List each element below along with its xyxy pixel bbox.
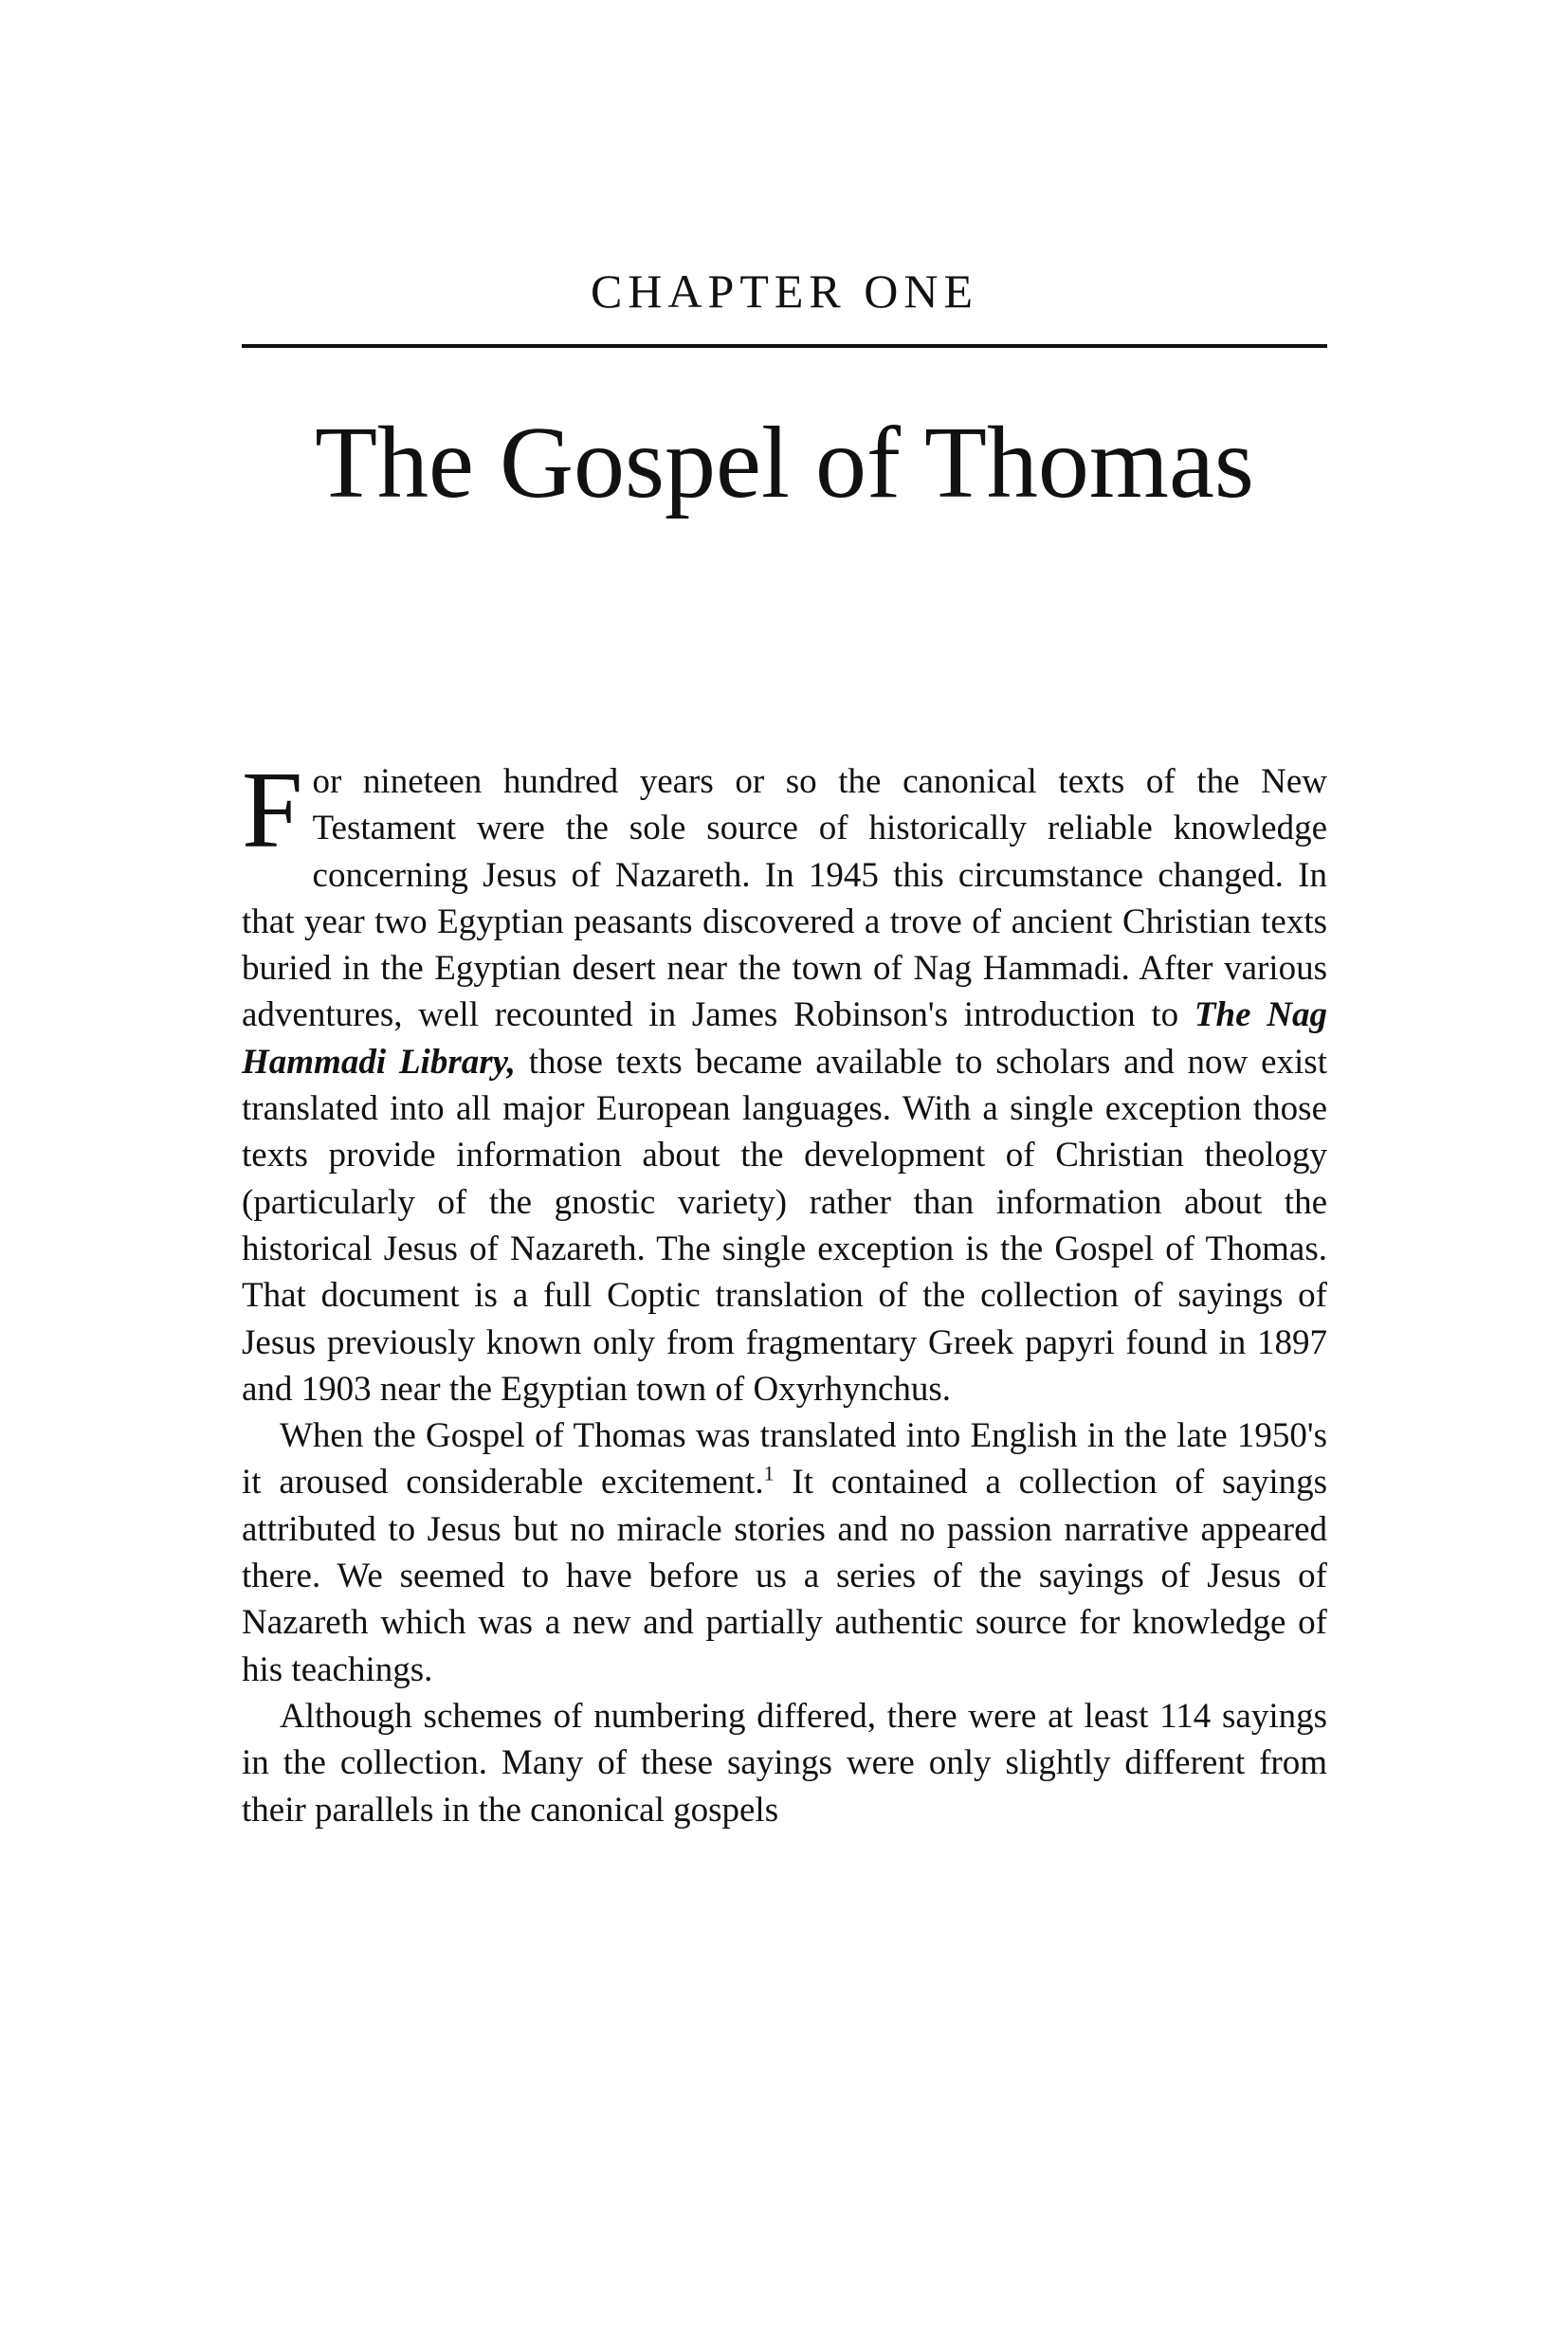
chapter-rule: [242, 344, 1327, 348]
chapter-title: The Gospel of Thomas: [315, 407, 1254, 519]
paragraph-1-text-a: or nineteen hundred years or so the canonical texts of the New Testament were the sole source of historically reliable knowledge concerning Jesus of Nazareth. In 1945 this circumstance changed. In that year two Egyptian peasants discovered a trove of ancient Christian texts buried in the Egyptian desert near the town of Nag Hammadi. After various adventures, well recounted in James Robinson's introduction to: [242, 762, 1327, 1035]
paragraph-3-text: Although schemes of numbering differed, there were at least 114 sayings in the collection. Many of these sayings were only slightly different from their parallels in the canonical gospels: [242, 1696, 1327, 1830]
paragraph-3: [242, 1693, 1327, 1833]
paragraph-2-text-a: When the Gospel of Thomas was translated into English in the late 1950's it aroused considerable excitement.: [242, 1416, 1327, 1503]
body-text: [242, 750, 1328, 1833]
paragraph-2: [242, 1412, 1327, 1693]
drop-cap: F: [242, 750, 303, 871]
footnote-marker: 1: [763, 1462, 775, 1486]
paragraph-1: [242, 750, 1328, 1412]
paragraph-1-text-b: those texts became available to scholars and now exist translated into all major European languages. With a single exception those texts provide information about the development of Christian theology (particularly of the gnostic variety) rather than information about the historical Jesus of Nazareth. The single exception is the Gospel of Thomas. That document is a full Coptic translation of the collection of sayings of Jesus previously known only from fragmentary Greek papyri found in 1897 and 1903 near the Egyptian town of Oxyrhynchus.: [242, 1042, 1327, 1409]
paragraph-2-text-b: It contained a collection of sayings attributed to Jesus but no miracle stories and no passion narrative appeared there. We seemed to have before us a series of the sayings of Jesus of Nazareth which was a new and partially authentic source for knowledge of his teachings.: [242, 1463, 1328, 1689]
chapter-label: CHAPTER ONE: [590, 264, 979, 318]
book-title: The Nag Hammadi Library,: [242, 995, 1328, 1082]
